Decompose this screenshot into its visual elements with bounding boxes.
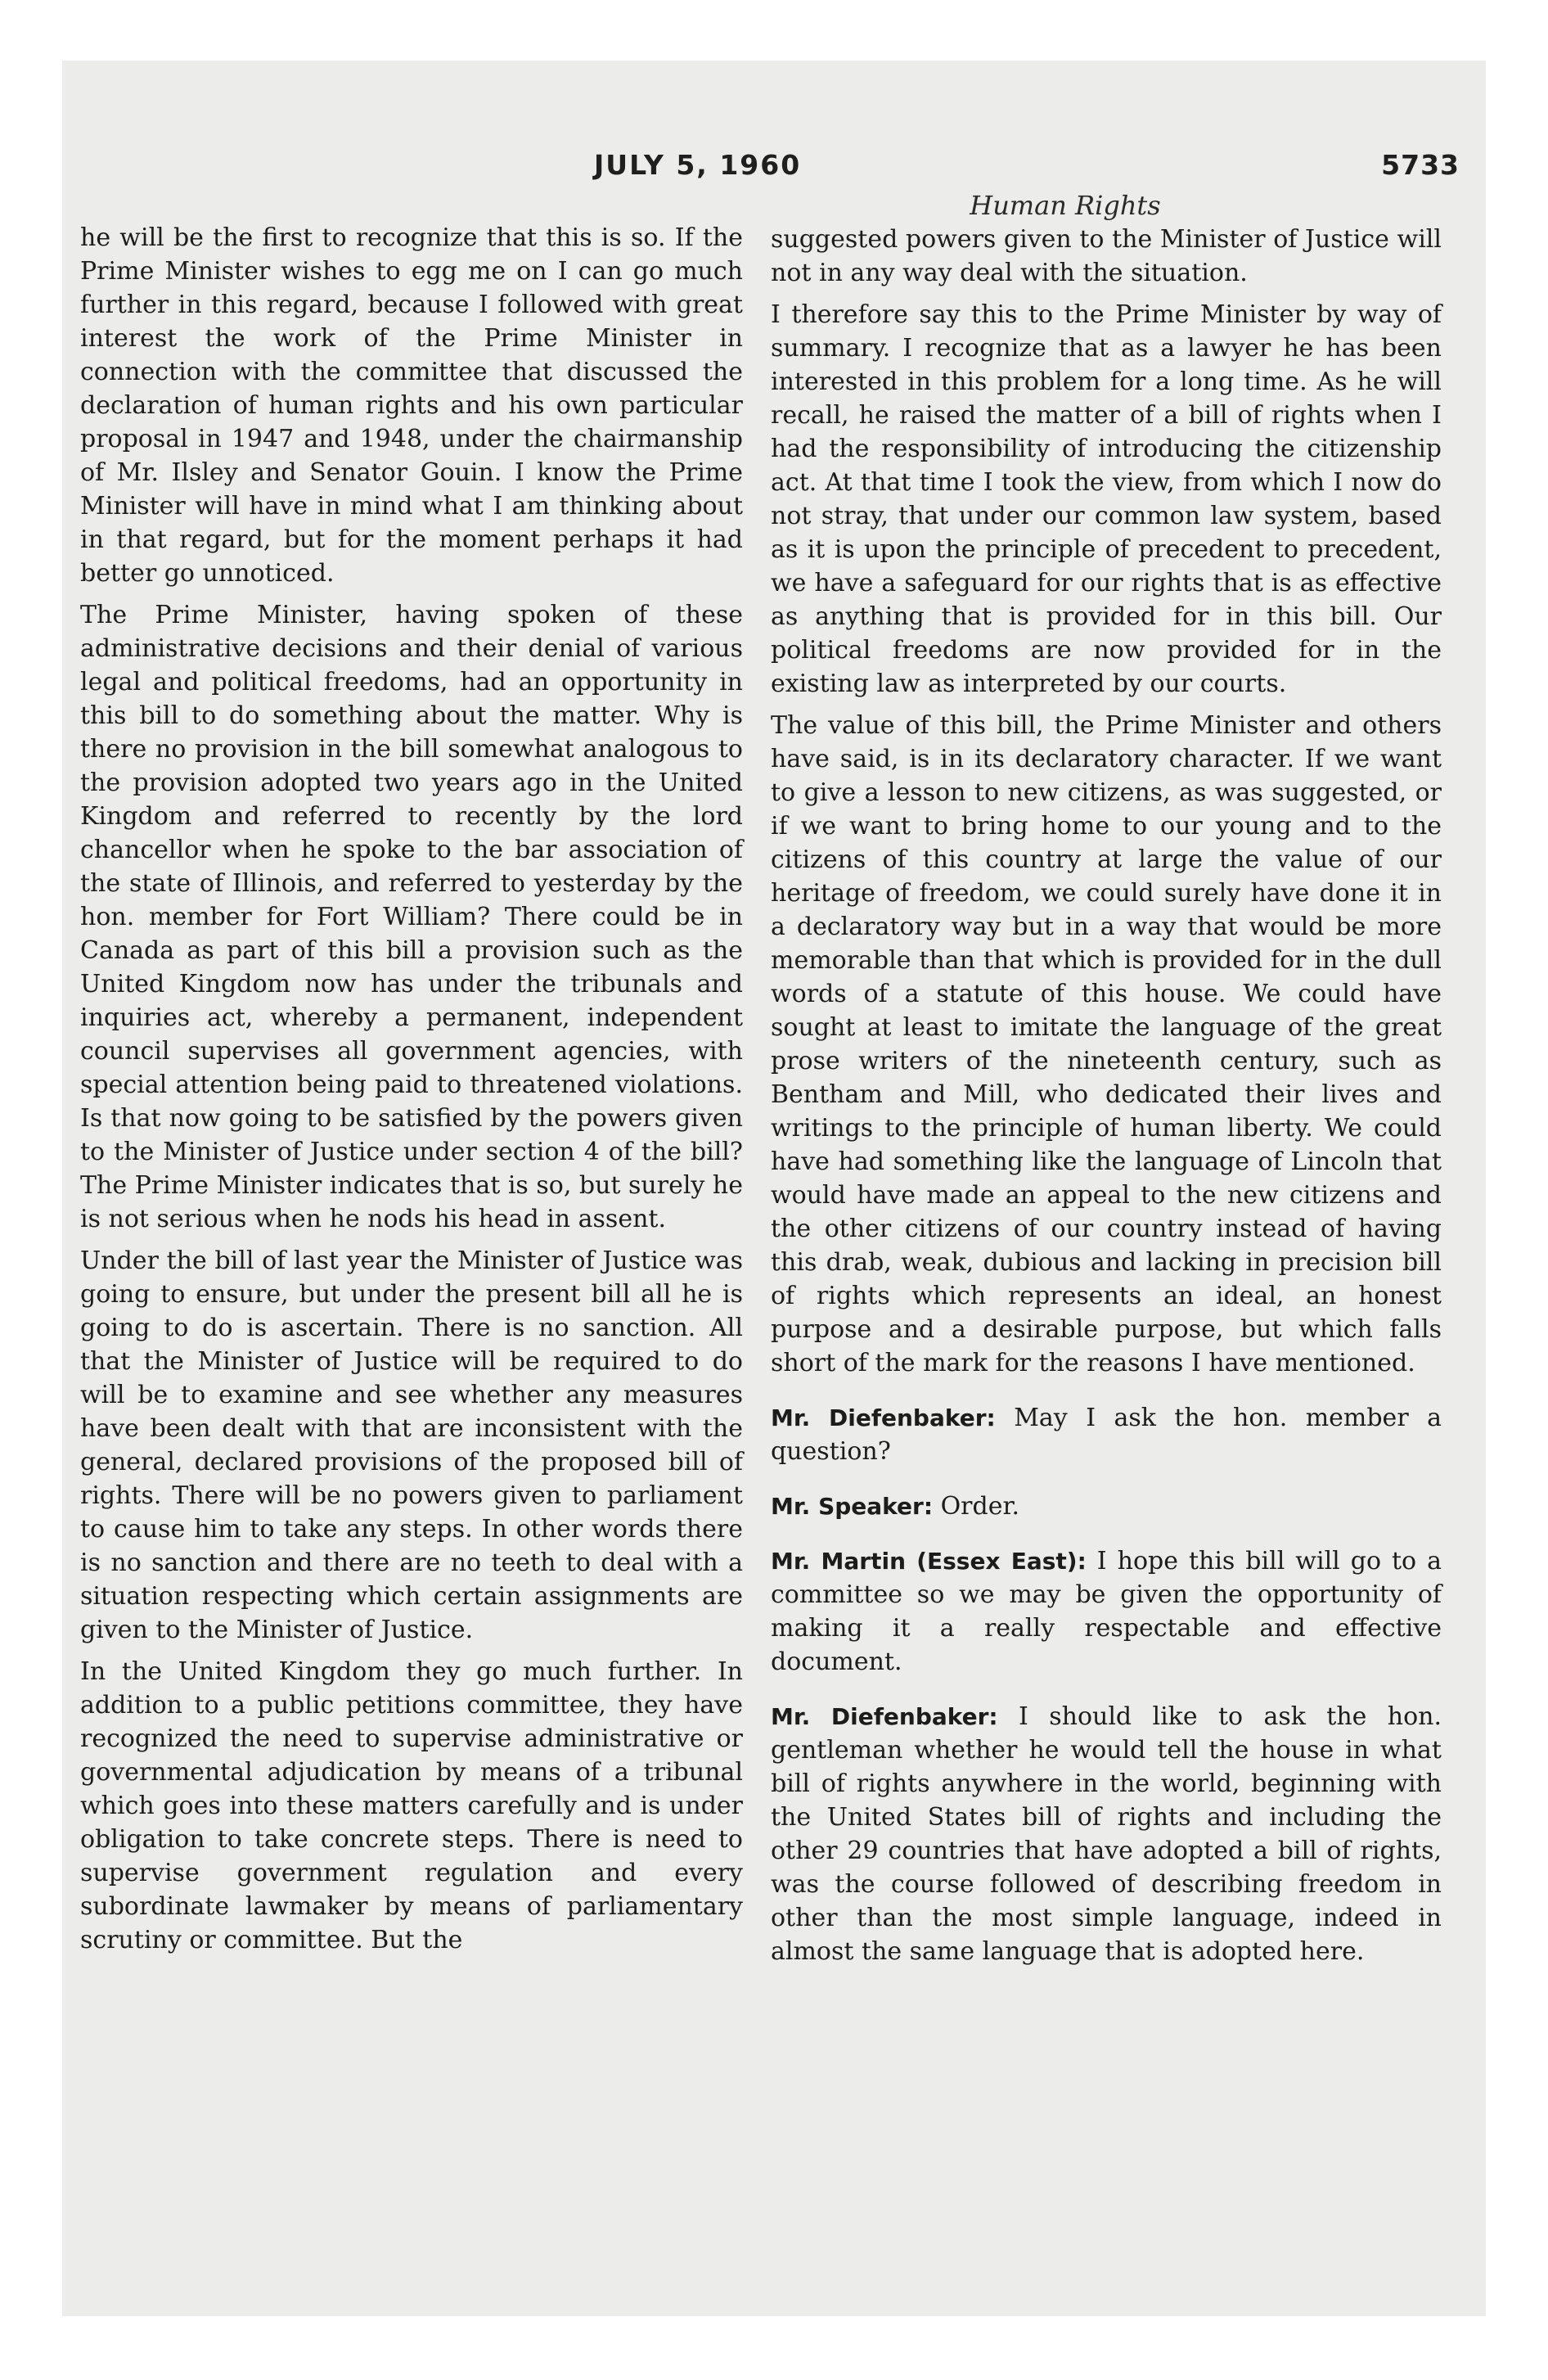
speech-text: I should like to ask the hon. gentleman whether he would tell the house in what bill of rights anywhere in the world, beginning with the United States bill of rights and including the other 29 countries that have adopted a bill of rights, was the course followed of describing freedom in other than the most simple language, indeed in almost the same language that is adopted here. [771, 1702, 1442, 1966]
paragraph: The Prime Minister, having spoken of these administrative decisions and their denial of various legal and political freedoms, had an opportunity in this bill to do something about the matter. Why is there no provision in the bill somewhat analogous to the provision adopted two years ago in the United Kingdom and referred to recently by the lord chancellor when he spoke to the bar association of the state of Illinois, and referred to yesterday by the hon. member for Fort William? There could be in Canada as part of this bill a provision such as the United Kingdom now has under the tribunals and inquiries act, whereby a permanent, independent council supervises all government agencies, with special attention being paid to threatened violations. Is that now going to be satisfied by the powers given to the Minister of Justice under section 4 of the bill? The Prime Minister indicates that is so, but surely he is not serious when he nods his head in assent. [80, 601, 743, 1233]
paragraph: I therefore say this to the Prime Minister by way of summary. I recognize that as a lawyer he has been interested in this problem for a long time. As he will recall, he raised the matter of a bill of rights when I had the responsibility of introducing the citizenship act. At that time I took the view, from which I now do not stray, that under our common law system, based as it is upon the principle of precedent to precedent, we have a safeguard for our rights that is as effective as anything that is provided for in this bill. Our political freedoms are now provided for in the existing law as interpreted by our courts. [771, 300, 1442, 698]
speaker-name: Mr. Speaker: [771, 1493, 934, 1520]
page-header [62, 149, 1486, 182]
paragraph: In the United Kingdom they go much further. In addition to a public petitions committee, they have recognized the need to supervise administrative or governmental adjudication by means of a tribunal which goes into these matters carefully and is under obligation to take concrete steps. There is need to supervise government regulation and every subordinate lawmaker by means of parliamentary scrutiny or committee. But the [80, 1657, 743, 1954]
right-column [771, 223, 1442, 1968]
speaker-name: Mr. Diefenbaker: [771, 1703, 998, 1730]
left-column [80, 221, 743, 1957]
exchange-paragraph [771, 1544, 1442, 1679]
exchange-paragraph [771, 1700, 1442, 1968]
speech-text: I hope this bill will go to a committee so we may be given the opportunity of making it a really respectable and effective document. [771, 1547, 1442, 1676]
paragraph: he will be the first to recognize that this is so. If the Prime Minister wishes to egg me on I can go much further in this regard, because I followed with great interest the work of the Prime Minister in connection with the committee that discussed the declaration of human rights and his own particular proposal in 1947 and 1948, under the chairmanship of Mr. Ilsley and Senator Gouin. I know the Prime Minister will have in mind what I am thinking about in that regard, but for the moment perhaps it had better go unnoticed. [80, 223, 743, 588]
paragraph: The value of this bill, the Prime Minister and others have said, is in its declaratory character. If we want to give a lesson to new citizens, as was suggested, or if we want to bring home to our young and to the citizens of this country at large the value of our heritage of freedom, we could surely have done it in a declaratory way but in a way that would be more memorable than that which is provided for in the dull words of a statute of this house. We could have sought at least to imitate the language of the great prose writers of the nineteenth century, such as Bentham and Mill, who dedicated their lives and writings to the principle of human liberty. We could have had something like the language of Lincoln that would have made an appeal to the new citizens and the other citizens of our country instead of having this drab, weak, dubious and lacking in precision bill of rights which represents an ideal, an honest purpose and a desirable purpose, but which falls short of the mark for the reasons I have mentioned. [771, 711, 1442, 1377]
header-date: JULY 5, 1960 [594, 149, 802, 181]
paragraph: Under the bill of last year the Minister of Justice was going to ensure, but under the present bill all he is going to do is ascertain. There is no sanction. All that the Minister of Justice will be required to do will be to examine and see whether any measures have been dealt with that are inconsistent with the general, declared provisions of the proposed bill of rights. There will be no powers given to parliament to cause him to take any steps. In other words there is no sanction and there are no teeth to deal with a situation respecting which certain assignments are given to the Minister of Justice. [80, 1246, 743, 1644]
speaker-name: Mr. Diefenbaker: [771, 1404, 996, 1431]
speaker-name: Mr. Martin (Essex East): [771, 1548, 1087, 1575]
speech-text: Order. [940, 1492, 1020, 1521]
page-number: 5733 [1381, 149, 1460, 181]
document-page [62, 61, 1486, 2316]
exchange-paragraph [771, 1401, 1442, 1468]
speech-text: May I ask the hon. member a question? [771, 1404, 1442, 1466]
running-head: Human Rights [970, 190, 1161, 221]
exchange-paragraph [771, 1490, 1442, 1523]
paragraph: suggested powers given to the Minister of Justice will not in any way deal with the situation. [771, 225, 1442, 287]
